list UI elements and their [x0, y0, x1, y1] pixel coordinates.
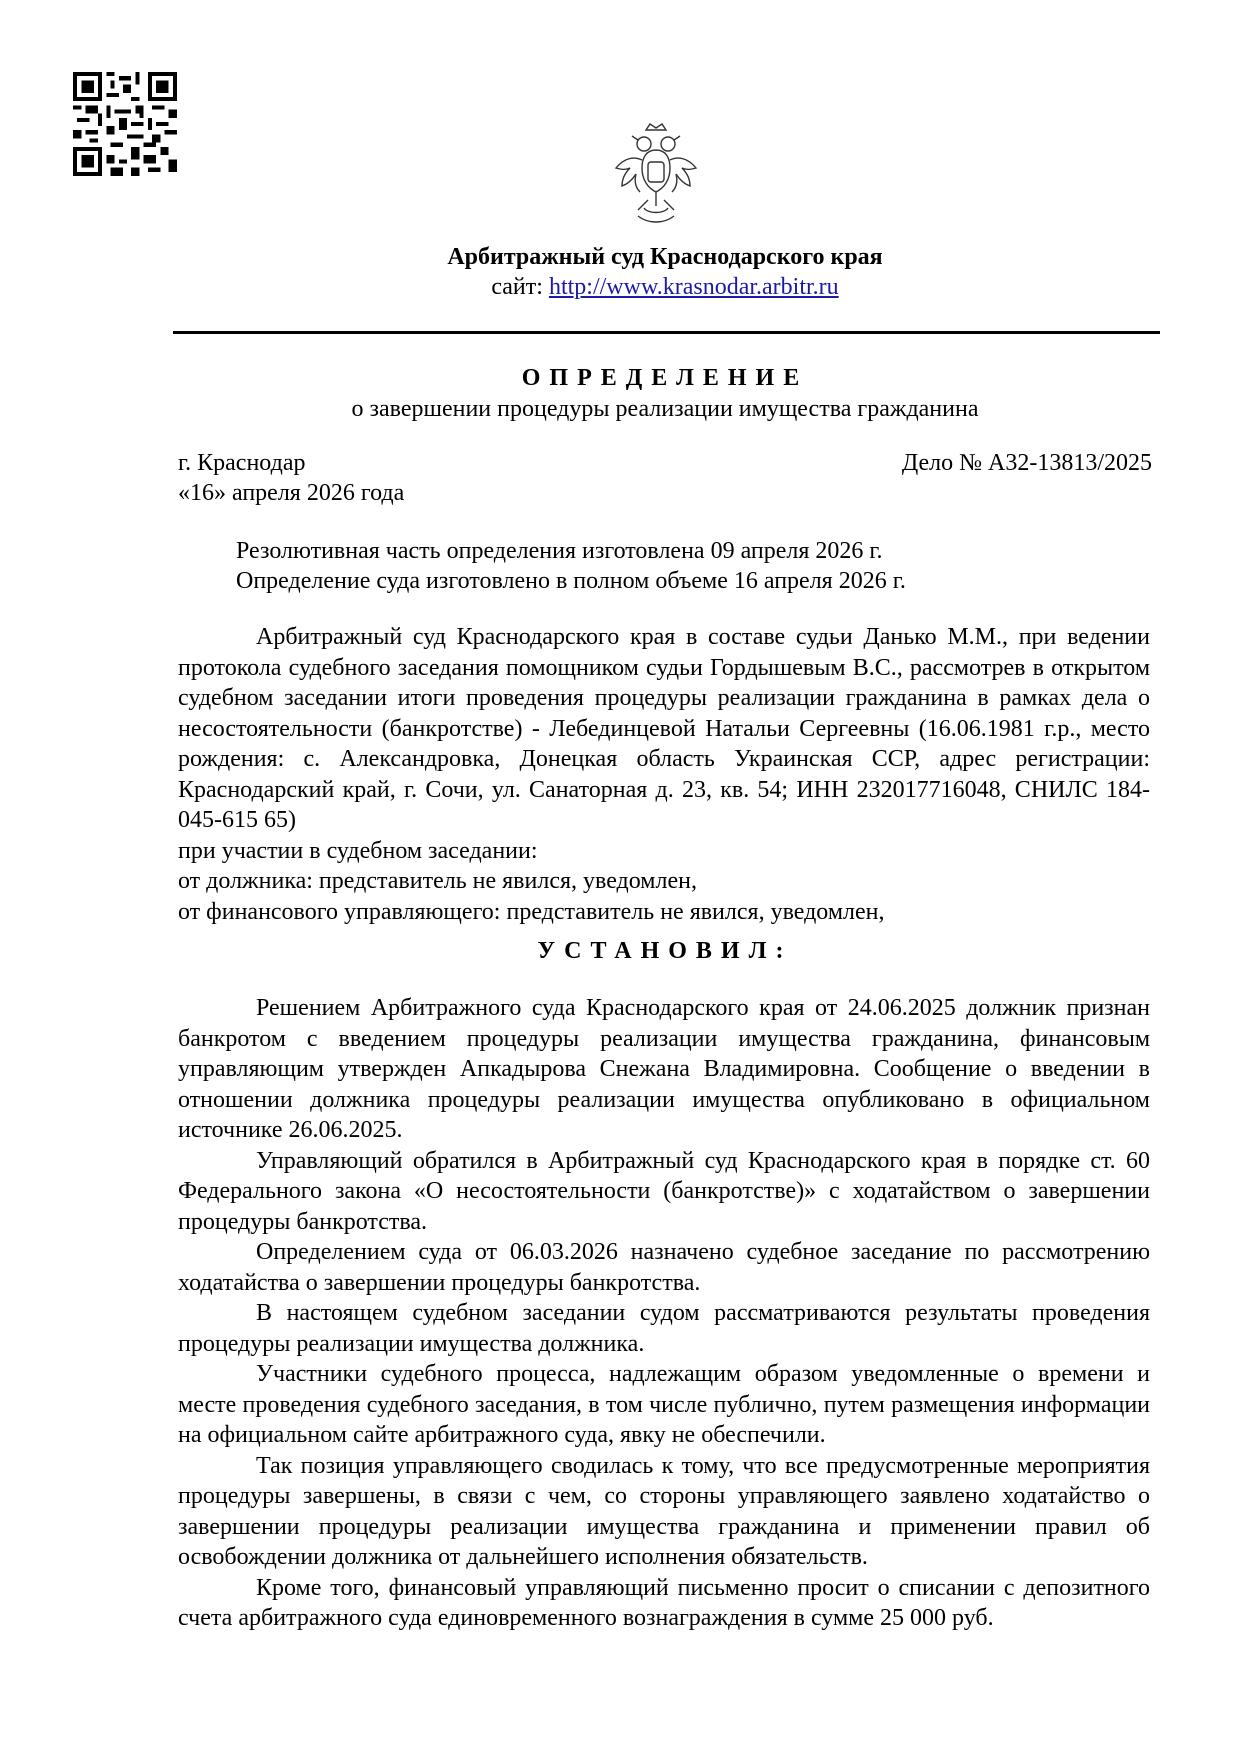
document-title: ОПРЕДЕЛЕНИЕ: [521, 365, 809, 391]
manager-representative-line: от финансового управляющего: представитель не явился, уведомлен,: [178, 898, 885, 925]
debtor-representative-line: от должника: представитель не явился, уведомлен,: [178, 868, 697, 894]
court-site-line: [0, 274, 1240, 301]
coat-of-arms-emblem: [608, 120, 704, 228]
document-subtitle: о завершении процедуры реализации имущества гражданина: [351, 396, 979, 422]
header-divider: [173, 331, 1160, 334]
qr-code-icon: [73, 72, 177, 176]
established-paragraph: В настоящем судебном заседании судом рассматриваются результаты проведения процедуры реализации имущества должника.: [178, 1300, 1150, 1357]
court-name: Арбитражный суд Краснодарского края: [447, 244, 883, 270]
established-paragraph: Кроме того, финансовый управляющий письменно просит о списании с депозитного счета арбитражного суда единовременного вознаграждения в сумме 25 000 руб.: [178, 1574, 1150, 1631]
site-label: сайт:: [491, 274, 543, 300]
document-city: г. Краснодар: [178, 450, 306, 476]
court-site-link[interactable]: http://www.krasnodar.arbitr.ru: [548, 274, 839, 300]
established-paragraph: Определением суда от 06.03.2026 назначено судебное заседание по рассмотрению ходатайства о завершении процедуры банкротства.: [178, 1239, 1150, 1296]
full-text-note: Определение суда изготовлено в полном объеме 16 апреля 2026 г.: [236, 568, 906, 594]
established-paragraph: Управляющий обратился в Арбитражный суд Краснодарского края в порядке ст. 60 Федерального закона «О несостоятельности (банкротстве)» с ходатайством о завершении процедуры банкротства.: [178, 1147, 1150, 1235]
case-number: Дело № А32-13813/2025: [901, 450, 1152, 476]
established-heading: УСТАНОВИЛ:: [537, 938, 793, 964]
intro-paragraph: Арбитражный суд Краснодарского края в составе судьи Данько М.М., при ведении протокола судебного заседания помощником судьи Гордышевым В.С., рассмотрев в открытом судебном заседании итоги проведения процедуры реализации гражданина в рамках дела о несостоятельности (банкротстве) - Лебединцевой Натальи Сергеевны (16.06.1981 г.р., место рождения: с. Александровка, Донецкая область Украинская ССР, адрес регистрации: Краснодарский край, г. Сочи, ул. Санаторная д. 23, кв. 54; ИНН 232017716048, СНИЛС 184-045-615 65): [178, 624, 1150, 833]
established-paragraph: Решением Арбитражного суда Краснодарского края от 24.06.2025 должник признан банкротом с введением процедуры реализации имущества гражданина, финансовым управляющим утвержден Апкадырова Снежана Владимировна. Сообщение о введении в отношении должника процедуры реализации имущества опубликовано в официальном источнике 26.06.2025.: [178, 995, 1150, 1143]
participation-line: при участии в судебном заседании:: [178, 837, 538, 864]
established-paragraph: Так позиция управляющего сводилась к тому, что все предусмотренные мероприятия процедуры завершены, в связи с чем, со стороны управляющего заявлено ходатайство о завершении процедуры реализации имущества гражданина и применении правил об освобождении должника от дальнейшего исполнения обязательств.: [178, 1452, 1150, 1570]
established-paragraph: Участники судебного процесса, надлежащим образом уведомленные о времени и месте проведения судебного заседания, в том числе публично, путем размещения информации на официальном сайте арбитражного суда, явку не обеспечили.: [178, 1361, 1150, 1448]
established-section: [178, 993, 1150, 1634]
resolution-note: Резолютивная часть определения изготовлена 09 апреля 2026 г.: [236, 538, 883, 564]
document-date: «16» апреля 2026 года: [178, 480, 405, 506]
intro-section: [178, 622, 1150, 927]
